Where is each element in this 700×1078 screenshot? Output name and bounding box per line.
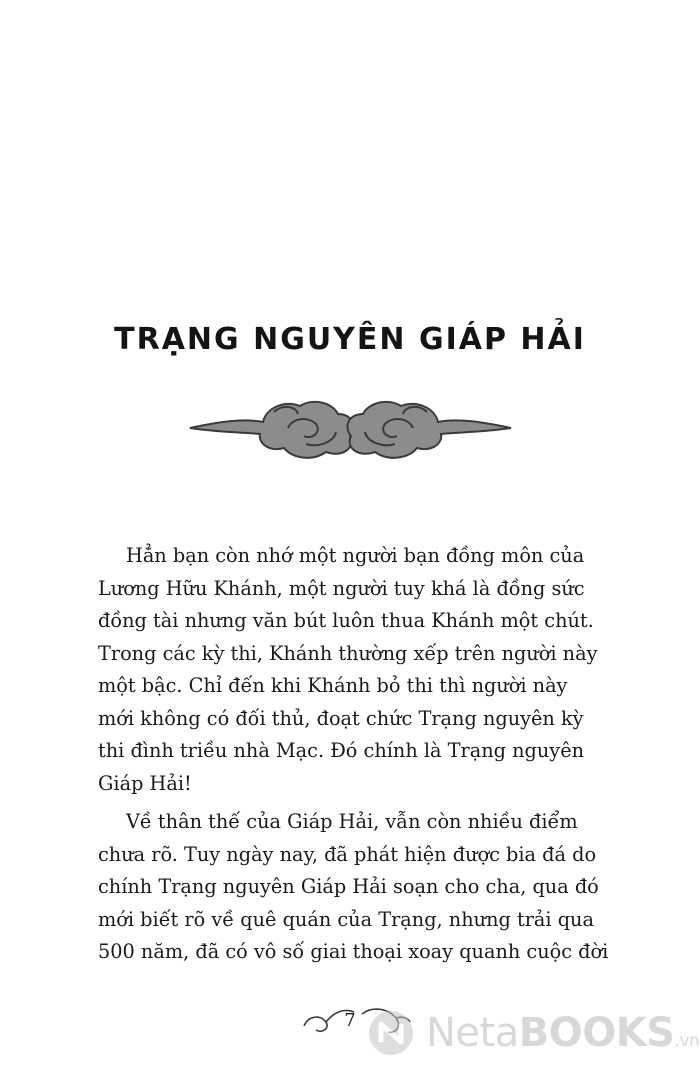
text-line: thi đình triều nhà Mạc. Đó chính là Trạng nguyên bbox=[98, 739, 585, 762]
chapter-title: TRẠNG NGUYÊN GIÁP HẢI bbox=[114, 322, 586, 357]
body-text bbox=[98, 540, 616, 969]
text-line: Hẳn bạn còn nhớ một người bạn đồng môn của bbox=[126, 544, 585, 567]
text-line: mới không có đối thủ, đoạt chức Trạng nguyên kỳ bbox=[98, 706, 584, 730]
text-line: mới biết rõ về quê quán của Trạng, nhưng trải qua bbox=[98, 907, 594, 931]
text-line: đồng tài nhưng văn bút luôn thua Khánh một chút. bbox=[98, 609, 594, 632]
paragraph-1 bbox=[98, 540, 616, 800]
watermark-brand bbox=[426, 1010, 699, 1056]
text-line: chính Trạng nguyên Giáp Hải soạn cho cha, qua đó bbox=[98, 875, 599, 898]
page-number: 7 bbox=[344, 1010, 356, 1031]
watermark bbox=[362, 1004, 700, 1060]
watermark-brand-light: Neta bbox=[426, 1010, 519, 1056]
watermark-brand-bold: BOOKS bbox=[518, 1010, 675, 1056]
netabooks-logo-icon bbox=[366, 1008, 416, 1058]
twin-cloud-ornament-icon bbox=[188, 392, 513, 464]
text-line: 500 năm, đã có vô số giai thoại xoay quanh cuộc đời bbox=[98, 940, 609, 963]
text-line: Trong các kỳ thi, Khánh thường xếp trên người này bbox=[98, 641, 598, 665]
text-line: một bậc. Chỉ đến khi Khánh bỏ thi thì người này bbox=[98, 674, 568, 697]
text-line: Lương Hữu Khánh, một người tuy khá là đồng sức bbox=[98, 576, 585, 600]
text-line: Về thân thế của Giáp Hải, vẫn còn nhiều điểm bbox=[126, 810, 578, 833]
paragraph-2 bbox=[98, 806, 616, 969]
watermark-suffix: .vn bbox=[674, 1031, 700, 1051]
text-line: Giáp Hải! bbox=[98, 771, 192, 795]
text-line: chưa rõ. Tuy ngày nay, đã phát hiện được bia đá do bbox=[98, 842, 597, 866]
